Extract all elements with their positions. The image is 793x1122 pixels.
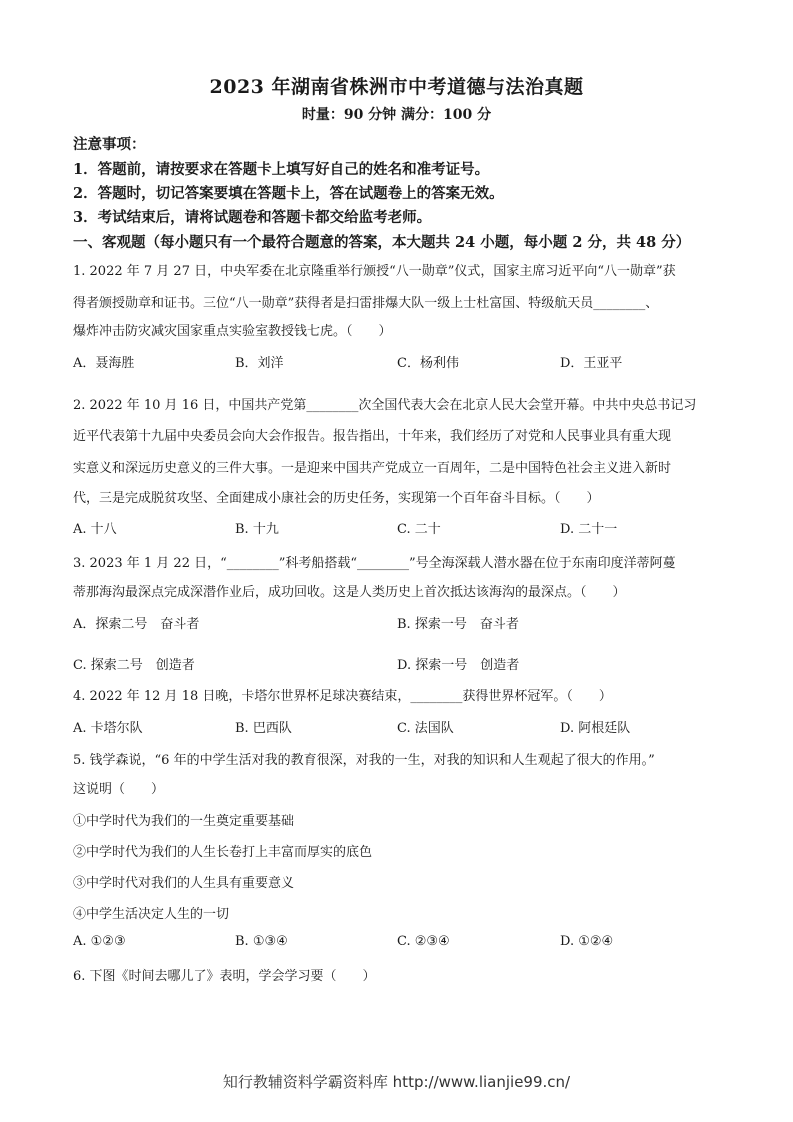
statement-item: ④中学生活决定人生的一切 <box>73 907 230 922</box>
notice-item: 3．考试结束后，请将试题卷和答题卡都交给监考老师。 <box>73 209 432 226</box>
option-d: D. 探索一号 创造者 <box>397 658 520 673</box>
exam-time-score: 时量：90 分钟 满分：100 分 <box>301 107 492 123</box>
question-line: 这说明（ ） <box>73 782 165 797</box>
statement-item: ①中学时代为我们的一生奠定重要基础 <box>73 814 295 829</box>
question-line: 5. 钱学森说，“6 年的中学生活对我的教育很深，对我的一生，对我的知识和人生观起了很大的作用。” <box>73 753 655 768</box>
option-a: A. 卡塔尔队 <box>73 721 143 736</box>
section-heading: 一、客观题（每小题只有一个最符合题意的答案，本大题共 24 小题，每小题 2 分，共 48 分） <box>73 234 691 251</box>
option-c: C. 二十 <box>397 522 441 537</box>
option-c: C. ②③④ <box>397 934 450 949</box>
footer-watermark: 知行教辅资料学霸资料库 http://www.lianjie99.cn/ <box>222 1073 571 1091</box>
question-line: 蒂那海沟最深点完成深潜作业后，成功回收。这是人类历史上首次抵达该海沟的最深点。（ ） <box>73 585 626 600</box>
question-line: 近平代表第十九届中央委员会向大会作报告。报告指出，十年来，我们经历了对党和人民事业具有重大现 <box>73 429 672 444</box>
option-b: B. 十九 <box>235 522 279 537</box>
notice-heading: 注意事项： <box>73 136 146 153</box>
option-c: C. 探索二号 创造者 <box>73 658 195 673</box>
option-a: A．聂海胜 <box>73 356 135 371</box>
option-d: D. 二十一 <box>560 522 618 537</box>
option-d: D. ①②④ <box>560 934 614 949</box>
question-line: 得者颁授勋章和证书。三位“八一勋章”获得者是扫雷排爆大队一级上士杜富国、特级航天员________、 <box>73 296 659 311</box>
option-b: B. ①③④ <box>235 934 288 949</box>
statement-item: ③中学时代对我们的人生具有重要意义 <box>73 876 295 891</box>
question-line: 2. 2022 年 10 月 16 日，中国共产党第________次全国代表大会在北京人民大会堂开幕。中共中央总书记习 <box>73 398 697 413</box>
question-line: 实意义和深远历史意义的三件大事。一是迎来中国共产党成立一百周年，二是中国特色社会主义进入新时 <box>73 461 672 476</box>
question-line: 代，三是完成脱贫攻坚、全面建成小康社会的历史任务，实现第一个百年奋斗目标。（ ） <box>73 491 600 506</box>
option-d: D. 阿根廷队 <box>560 721 631 736</box>
option-b: B．刘洋 <box>235 356 284 371</box>
notice-item: 2．答题时，切记答案要填在答题卡上，答在试题卷上的答案无效。 <box>73 185 504 202</box>
question-line: 3. 2023 年 1 月 22 日，“________”科考船搭载“________”号全海深载人潜水器在位于东南印度洋蒂阿蔓 <box>73 556 676 571</box>
option-b: B. 探索一号 奋斗者 <box>397 617 519 632</box>
question-line: 爆炸冲击防灾减灾国家重点实验室教授钱七虎。（ ） <box>73 324 392 339</box>
option-a: A．探索二号 奋斗者 <box>73 617 200 632</box>
option-b: B. 巴西队 <box>235 721 292 736</box>
option-a: A. 十八 <box>73 522 117 537</box>
page-title: 2023 年湖南省株洲市中考道德与法治真题 <box>209 76 584 98</box>
statement-item: ②中学时代为我们的人生长卷打上丰富而厚实的底色 <box>73 845 373 860</box>
question-line: 6. 下图《时间去哪儿了》表明，学会学习要（ ） <box>73 969 376 984</box>
option-c: C. 法国队 <box>397 721 454 736</box>
notice-item: 1．答题前，请按要求在答题卡上填写好自己的姓名和准考证号。 <box>73 161 490 178</box>
option-a: A. ①②③ <box>73 934 126 949</box>
question-line: 1. 2022 年 7 月 27 日，中央军委在北京隆重举行颁授“八一勋章”仪式，国家主席习近平向“八一勋章”获 <box>73 264 676 279</box>
option-c: C．杨利伟 <box>397 356 459 371</box>
question-line: 4. 2022 年 12 月 18 日晚，卡塔尔世界杯足球决赛结束，________获得世界杯冠军。（ ） <box>73 689 612 704</box>
option-d: D．王亚平 <box>560 356 623 371</box>
